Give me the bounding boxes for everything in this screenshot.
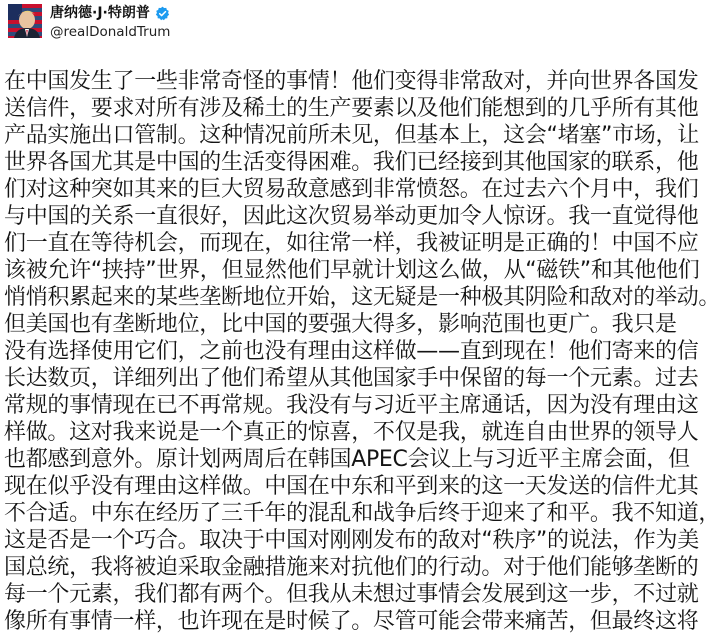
post-text (0, 68, 720, 634)
post-text-line: 这是否是一个巧合。取决于中国对刚刚发布的敌对“秩序”的说法，作为美 (4, 528, 699, 553)
post-text-line: 国总统，我将被迫采取金融措施来对抗他们的行动。对于他们能够垄断的 (4, 555, 699, 580)
avatar-graphic (8, 4, 42, 38)
post-text-line: 们一直在等待机会，而现在，如往常一样，我被证明是正确的！中国不应 (4, 231, 699, 256)
post-text-line: 也都感到意外。原计划两周后在韩国APEC会议上与习近平主席会面，但 (4, 447, 690, 472)
profile-avatar-icon[interactable] (8, 4, 42, 38)
post-text-line: 样做。这对我来说是一个真正的惊喜，不仅是我，就连自由世界的领导人 (4, 420, 699, 445)
post-text-line: 像所有事情一样，也许现在是时候了。尽管可能会带来痛苦，但最终这将 (4, 609, 699, 634)
post-text-line: 该被允许“挟持”世界，但显然他们早就计划这么做，从“磁铁”和其他他们 (4, 258, 700, 283)
post-text-line: 世界各国尤其是中国的生活变得困难。我们已经接到其他国家的联系，他 (4, 150, 699, 175)
post-text-line: 但美国也有垄断地位，比中国的要强大得多，影响范围也更广。我只是 (4, 312, 677, 337)
post-text-line: 在中国发生了一些非常奇怪的事情！他们变得非常敌对，并向世界各国发 (4, 69, 699, 94)
user-handle[interactable]: @realDonaldTrum (50, 24, 171, 40)
post-text-line: 常规的事情现在已不再常规。我没有与习近平主席通话，因为没有理由这 (4, 393, 699, 418)
post-text-line: 每一个元素，我们都有两个。但我从未想过事情会发展到这一步，不过就 (4, 582, 699, 607)
post-header (0, 0, 633, 56)
post-text-line: 不合适。中东在经历了三千年的混乱和战争后终于迎来了和平。我不知道， (4, 501, 720, 526)
post-text-line: 们对这种突如其来的巨大贸易敌意感到非常愤怒。在过去六个月中，我们 (4, 177, 699, 202)
verified-badge-icon (155, 6, 170, 21)
name-row (50, 3, 170, 23)
post-text-line: 送信件，要求对所有涉及稀土的生产要素以及他们能想到的几乎所有其他 (4, 96, 699, 121)
post-text-line: 现在似乎没有理由这样做。中国在中东和平到来的这一天发送的信件尤其 (4, 474, 699, 499)
post-text-line: 悄悄积累起来的某些垄断地位开始，这无疑是一种极其阴险和敌对的举动。 (4, 285, 720, 310)
post-text-line: 长达数页，详细列出了他们希望从其他国家手中保留的每一个元素。过去 (4, 366, 699, 391)
post-text-line: 产品实施出口管制。这种情况前所未见，但基本上，这会“堵塞”市场，让 (4, 123, 699, 148)
post-text-line: 没有选择使用它们，之前也没有理由这样做——直到现在！他们寄来的信 (4, 339, 699, 364)
post-text-line: 与中国的关系一直很好，因此这次贸易举动更加令人惊讶。我一直觉得他 (4, 204, 699, 229)
display-name[interactable]: 唐纳德·J·特朗普 (50, 5, 150, 21)
